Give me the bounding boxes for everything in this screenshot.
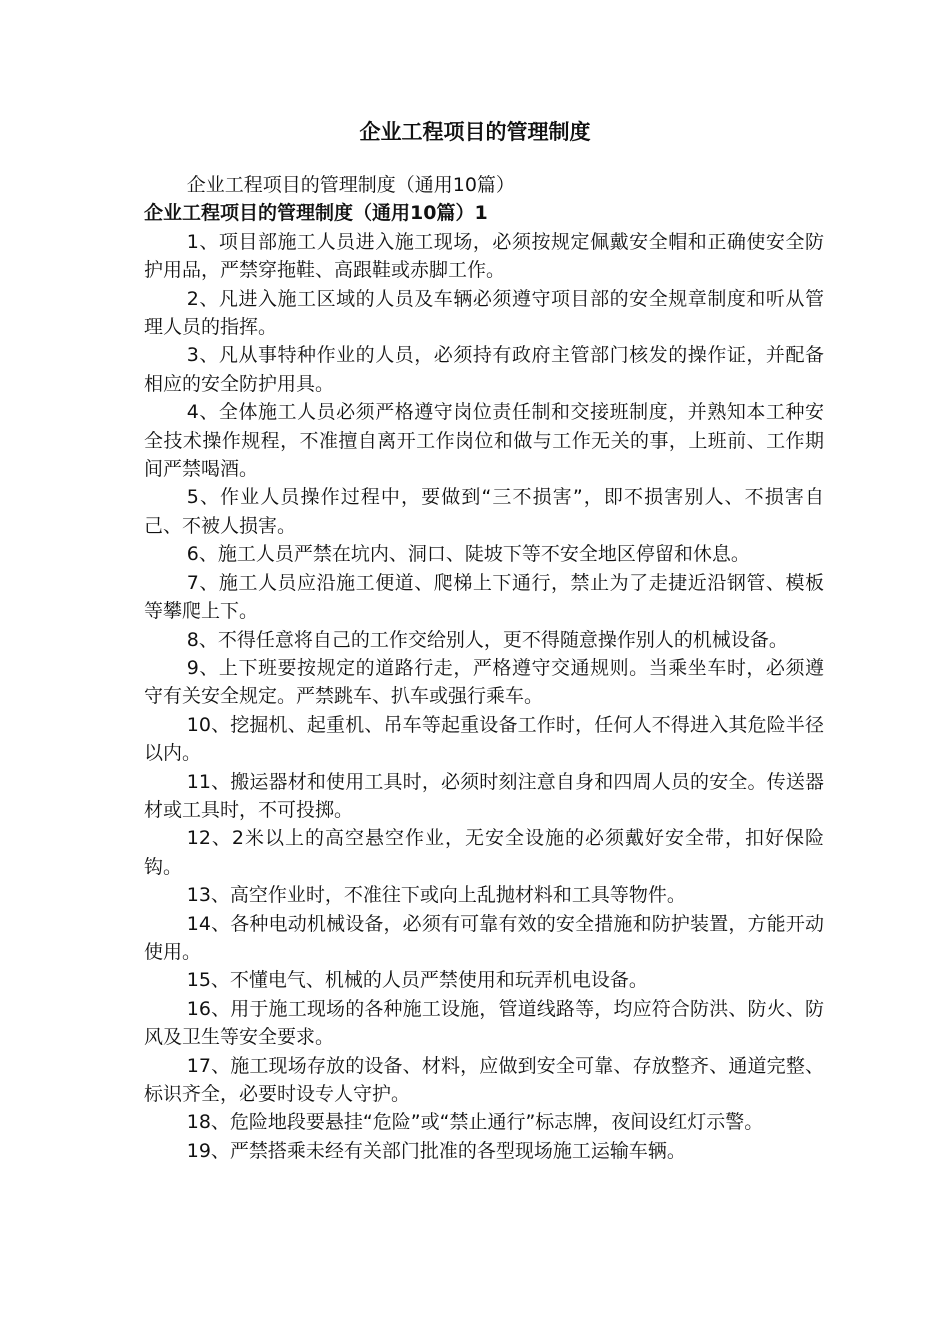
rule-item-12: 12、2米以上的高空悬空作业，无安全设施的必须戴好安全带，扣好保险钩。: [144, 827, 824, 878]
document-title: 企业工程项目的管理制度: [359, 120, 591, 144]
rule-item-7: 7、施工人员应沿施工便道、爬梯上下通行，禁止为了走捷近沿钢管、模板等攀爬上下。: [144, 571, 824, 623]
rule-item-13: 13、高空作业时，不准往下或向上乱抛材料和工具等物件。: [186, 884, 686, 907]
rule-item-17: 17、施工现场存放的设备、材料，应做到安全可靠、存放整齐、通道完整、标识齐全，必要时设专人守护。: [144, 1054, 824, 1105]
rule-item-6: 6、施工人员严禁在坑内、洞口、陡坡下等不安全地区停留和休息。: [186, 543, 750, 566]
rule-item-4: 4、全体施工人员必须严格遵守岗位责任制和交接班制度，并熟知本工种安全技术操作规程，不准擅自离开工作岗位和做与工作无关的事，上班前、工作期间严禁喝酒。: [144, 401, 824, 481]
section-heading: 企业工程项目的管理制度（通用10篇）1: [144, 202, 488, 225]
rule-item-16: 16、用于施工现场的各种施工设施，管道线路等，均应符合防洪、防火、防风及卫生等安全要求。: [144, 997, 824, 1049]
rule-item-1: 1、项目部施工人员进入施工现场，必须按规定佩戴安全帽和正确使安全防护用品，严禁穿拖鞋、高跟鞋或赤脚工作。: [144, 230, 824, 282]
document-body: [144, 171, 824, 1165]
rule-item-15: 15、不懂电气、机械的人员严禁使用和玩弄机电设备。: [186, 969, 648, 992]
rule-item-9: 9、上下班要按规定的道路行走，严格遵守交通规则。当乘坐车时，必须遵守有关安全规定。严禁跳车、扒车或强行乘车。: [144, 656, 824, 708]
rule-item-2: 2、凡进入施工区域的人员及车辆必须遵守项目部的安全规章制度和听从管理人员的指挥。: [144, 287, 824, 339]
rule-item-11: 11、搬运器材和使用工具时，必须时刻注意自身和四周人员的安全。传送器材或工具时，不可投掷。: [144, 770, 824, 821]
rule-item-3: 3、凡从事特种作业的人员，必须持有政府主管部门核发的操作证，并配备相应的安全防护用具。: [144, 344, 824, 395]
rule-item-5: 5、作业人员操作过程中，要做到“三不损害”，即不损害别人、不损害自己、不被人损害。: [144, 486, 824, 537]
rule-item-10: 10、挖掘机、起重机、吊车等起重设备工作时，任何人不得进入其危险半径以内。: [144, 713, 824, 765]
rule-item-14: 14、各种电动机械设备，必须有可靠有效的安全措施和防护装置，方能开动使用。: [144, 912, 824, 963]
rule-item-8: 8、不得任意将自己的工作交给别人，更不得随意操作别人的机械设备。: [186, 628, 788, 651]
rule-item-19: 19、严禁搭乘未经有关部门批准的各型现场施工运输车辆。: [186, 1139, 686, 1162]
rule-item-18: 18、危险地段要悬挂“危险”或“禁止通行”标志牌，夜间设红灯示警。: [186, 1111, 764, 1134]
document-subtitle: 企业工程项目的管理制度（通用10篇）: [186, 174, 515, 196]
